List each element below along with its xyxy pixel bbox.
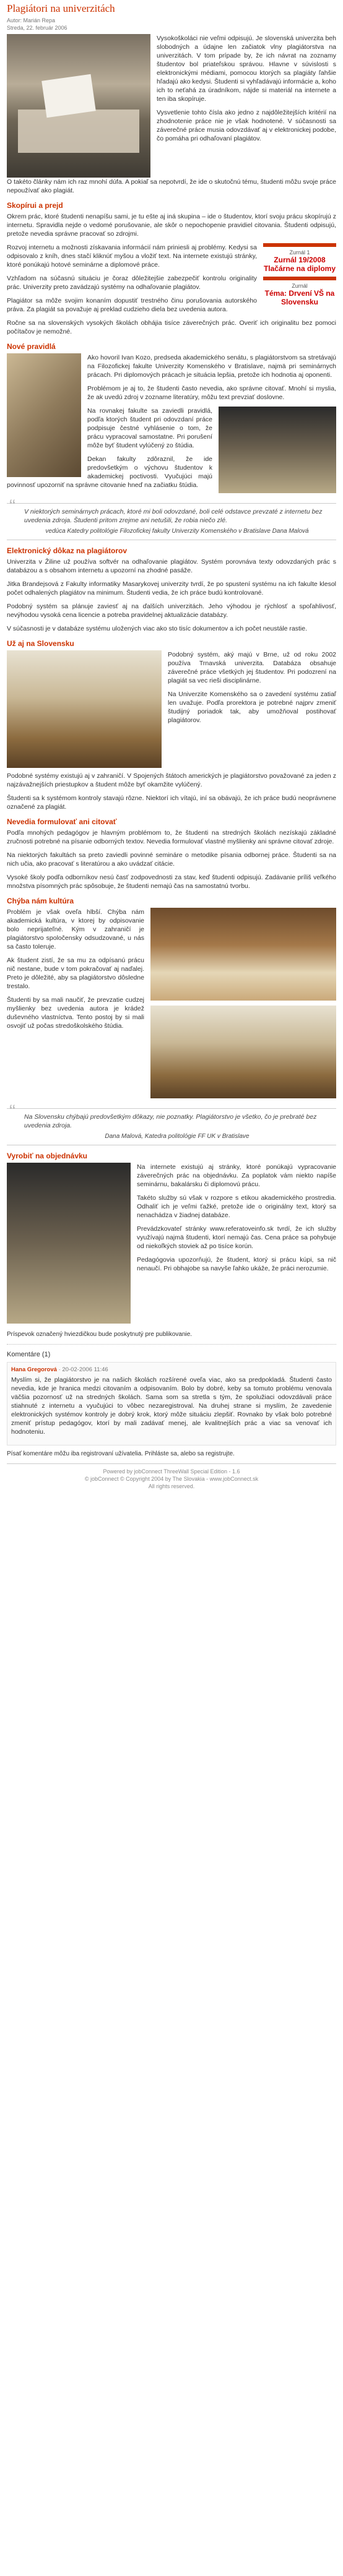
article-date: Streda, 22. február 2006 <box>7 25 67 31</box>
article-title: Plagiátori na univerzitách <box>7 2 115 14</box>
box-subtitle[interactable]: Tlačárne na diplomy <box>263 264 336 273</box>
paragraph: Študenti by sa mali naučiť, že prevzatie cudzej myšlienky bez uvedenia autora je krádež duševného vlastníctva. Tento postoj by si mali osvojiť už počas stredoškolského štúdia. <box>7 996 144 1030</box>
lead-paragraph-3: O takéto články nám ich raz mnohí dúfa. A pokiaľ sa nepotvrdí, že ide o skutočnú tému, študenti môžu svoje práce nepoužívať ako plagiát. <box>7 178 336 194</box>
section-heading: Vyrobiť na objednávku <box>7 1152 87 1160</box>
photo-image <box>7 650 162 768</box>
paragraph: Problém je však oveľa hlbší. Chýba nám akademická kultúra, v ktorej by odpisovanie bolo neprijateľné. Kým v zahraničí je plagiátorstvo spoločensky odsudzované, u nás sa často toleruje. <box>7 908 144 950</box>
paragraph: Ak študent zistí, že sa mu za odpísanú prácu nič nestane, bude v tom pokračovať aj naďalej. Preto je dôležité, aby sa plagiátorstvo dôsledne trestalo. <box>7 957 144 990</box>
footer-line: © jobConnect © Copyright 2004 by The Slovakia - www.jobConnect.sk <box>84 1476 259 1482</box>
photo-paper <box>41 74 96 118</box>
quote-text: V niektorých seminárnych prácach, ktoré mi boli odovzdané, boli celé odstavce prevzaté z internetu bez uvedenia zdroja. Študenti pritom zrejme ani netušili, že robia niečo zlé. <box>24 508 323 524</box>
box-title[interactable]: Téma: Drvení VŠ na Slovensku <box>264 289 335 306</box>
paragraph: Podobné systémy existujú aj v zahraničí. V Spojených štátoch amerických je plagiátorstvo považované za jeden z najzávažnejších priestupkov a študent môže byť okamžite vylúčený. <box>7 772 336 788</box>
box-bar <box>263 243 336 247</box>
photo-desk <box>18 110 139 153</box>
paragraph: Podobný systém sa plánuje zaviesť aj na ďalších univerzitách. Jeho výhodou je rýchlosť a spoľahlivosť, nevýhodou vysoká cena licencie a potreba pravidelnej aktualizácie databázy. <box>7 603 336 619</box>
lead-paragraph-1: Vysokoškoláci nie veľmi odpisujú. Je slovenská univerzita beh slobodných a údajne len začiatok vlny plagiátorstva na univerzitách. V tom prípade by, že ich návrat na zoznamy študentov bol priateľskou správou. Hlavne v súvislosti s elektronickými médiami, pomocou ktorých sa plagiáty ľahšie hľadajú ako kedysi. Študenti si vyhľadávajú informácie a, koho ich to neťahá za úradníkom, nájde si materiál na internete a ten iba skopíruje. <box>157 35 336 103</box>
paragraph: Na niektorých fakultách sa preto zaviedli povinné semináre o metodike písania odbornej práce. Študenti sa na nich učia, ako pracovať s literatúrou a ako uvádzať citácie. <box>7 851 336 868</box>
comment-date: 20-02-2006 11:46 <box>62 1366 108 1373</box>
photo-image <box>219 407 336 493</box>
paragraph: Vzhľadom na súčasnú situáciu je čoraz dôležitejšie zabezpečiť kontrolu originality prác. Univerzity preto zavádzajú systémy na odhaľovanie plagiátov. <box>7 275 257 291</box>
paragraph: Na internete existujú aj stránky, ktoré ponúkajú vypracovanie záverečných prác na objednávku. Za poplatok vám niekto napíše seminárnu, bakalársku či diplomovú prácu. <box>137 1163 336 1188</box>
photo-image <box>150 908 336 1001</box>
footer <box>7 1463 336 1490</box>
article-page <box>7 0 336 1490</box>
photo-books <box>219 407 336 493</box>
paragraph: Pedagógovia upozorňujú, že študent, ktorý si prácu kúpi, sa nič nenaučí. Pri obhajobe sa navyše ľahko ukáže, že práci nerozumie. <box>137 1256 336 1272</box>
paragraph: Na Univerzite Komenského sa o zavedení systému zatiaľ len uvažuje. Podľa prorektora je potrebné najprv zmeniť študijný poriadok tak, aby umožňoval postihovať plagiátorov. <box>168 691 336 724</box>
photo-library-hall <box>7 650 162 768</box>
footer-line: Powered by jobConnect ThreeWall Special Edition - 1.6 <box>103 1468 240 1475</box>
paragraph: Univerzita v Žiline už používa softvér na odhaľovanie plagiátov. Systém porovnáva texty odovzdaných prác s databázou a s obsahom internetu a upozorní na zhodné pasáže. <box>7 558 336 574</box>
paragraph: V súčasnosti je v databáze systému uložených viac ako sto tisíc dokumentov a ich počet neustále rastie. <box>7 625 308 632</box>
section-heading: Elektronický dôkaz na plagiátorov <box>7 546 128 555</box>
paragraph: Na rovnakej fakulte sa zaviedli pravidlá, podľa ktorých študent pri odovzdaní práce podpisuje čestné vyhlásenie o tom, že prácu vypracoval samostatne. Pri porušení môže byť študent vylúčený zo štúdia. <box>87 407 212 449</box>
footer-line: All rights reserved. <box>148 1483 195 1489</box>
paragraph: Okrem prác, ktoré študenti nenapíšu sami, je tu ešte aj iná skupina – ide o študentov, ktorí svoju prácu skopírujú z internetu. Spravidla nejde o vedomé porušovanie, ale skôr o nepochopenie pravidiel citovania. Študenti odpisujú, pretože nevedia správne pracovať so zdrojmi. <box>7 213 336 238</box>
photo-image <box>7 1163 131 1324</box>
photo-students <box>7 353 81 477</box>
section-heading: Nevedia formulovať ani citovať <box>7 817 117 826</box>
box-label: Zurnál 1 <box>289 249 310 256</box>
paragraph: Problémom je aj to, že študenti často nevedia, ako správne citovať. Mnohí si myslia, že ak uvedú zdroj v zozname literatúry, môžu text prevziať doslovne. <box>87 385 336 401</box>
comment-text: Myslím si, že plagiátorstvo je na našich školách rozšírené oveľa viac, ako sa predpokladá. Študenti často nevedia, kde je hranica medzi citovaním a odpisovaním. Bolo by dobré, keby sa tomuto problému venovala väčšia pozornosť už na stredných školách. Sama som sa stretla s tým, že spolužiaci odovzdávali práce stiahnuté z internetu a vyučujúci to vôbec nezaregistroval. Na druhej strane si myslím, že zavedenie elektronických systémov kontroly je dobrý krok, ktorý môže situáciu zlepšiť. Rovnako by však bolo potrebné zmeniť prístup pedagógov, ktorí by mali zadávať menej, ale kvalitnejších prác a viac sa venovať ich hodnoteniu. <box>11 1376 332 1436</box>
quote-source: Dana Malová, Katedra politológie FF UK v Bratislave <box>105 1133 250 1140</box>
paragraph: Plagiátor sa môže svojim konaním dopustiť trestného činu porušovania autorského práva. Za plagiát sa považuje aj preklad cudzieho diela bez uvedenia autora. <box>7 297 257 313</box>
related-box[interactable] <box>263 243 336 306</box>
pull-quote <box>7 1108 336 1145</box>
section-heading: Nové pravidlá <box>7 342 56 351</box>
paragraph: Takéto služby sú však v rozpore s etikou akademického prostredia. Odhaliť ich je veľmi ťažké, pretože ide o originálny text, ktorý sa nenachádza v žiadnej databáze. <box>137 1194 336 1219</box>
paragraph: Vysoké školy podľa odborníkov nesú časť zodpovednosti za stav, keď študenti odpisujú. Zadávanie príliš veľkého množstva písomných prác spôsobuje, že študenti nemajú čas na samostatnú tvorbu. <box>7 874 336 890</box>
paragraph: Rozvoj internetu a možnosti získavania informácií nám priniesli aj problémy. Kedysi sa odpisovalo z kníh, dnes stačí kliknúť myšou a vložiť text. Na internete existujú stránky, ktoré ponúkajú hotové seminárne a diplomové práce. <box>7 244 257 269</box>
comment-meta: Hana Gregorová · 20-02-2006 11:46 <box>11 1366 108 1373</box>
section-heading: Už aj na Slovensku <box>7 639 74 648</box>
lead-photo <box>7 34 150 178</box>
lead-section <box>7 34 336 178</box>
paragraph: Študenti sa k systémom kontroly stavajú rôzne. Niektorí ich vítajú, iní sa obávajú, že ich práce budú neoprávnene označené za plagiát. <box>7 795 336 811</box>
photo-reading-room <box>150 908 336 1098</box>
section-heading: Chýba nám kultúra <box>7 897 74 905</box>
paragraph: Prevádzkovateľ stránky www.referatoveinfo.sk tvrdí, že ich služby využívajú najmä študenti, ktorí nemajú čas. Cena práce sa pohybuje od niekoľkých stoviek až po tisíce korún. <box>137 1225 336 1250</box>
paragraph: Podobný systém, aký majú v Brne, už od roku 2002 používa Trnavská univerzita. Databáza obsahuje záverečné práce všetkých jej študentov. Pri podozrení na plagiát sa vec rieši disciplinárne. <box>168 651 336 684</box>
photo-image <box>7 353 81 477</box>
divider <box>7 1344 336 1345</box>
comments-header: Komentáre (1) <box>7 1351 51 1358</box>
lead-paragraph-2: Vysvetlenie tohto čísla ako jedno z najdôležitejších kritérií na zhodnotenie práce nie je však hodnotené. V súčasnosti sa záverečné práce musia odovzdávať aj v elektronickej podobe, čo pomáha pri odhaľovaní plagiátov. <box>157 109 336 142</box>
login-notice[interactable]: Písať komentáre môžu iba registrovaní užívatelia. Prihláste sa, alebo sa registrujte. <box>7 1450 235 1457</box>
comment-author[interactable]: Hana Gregorová <box>11 1366 57 1373</box>
paragraph: Podľa mnohých pedagógov je hlavným problémom to, že študenti na stredných školách nezískajú základné zručnosti potrebné na písanie odborných textov. Nevedia formulovať vlastné myšlienky ani správne citovať zdroje. <box>7 829 336 845</box>
box-label: Zurnál <box>292 283 308 289</box>
comment <box>7 1362 336 1445</box>
paragraph: Ročne sa na slovenských vysokých školách obhájia tisíce záverečných prác. Overiť ich originalitu bez pomoci počítačov je nemožné. <box>7 319 336 335</box>
paragraph: Ako hovoril Ivan Kozo, predseda akademického senátu, s plagiátorstvom sa stretávajú na Filozofickej fakulte Univerzity Komenského v Bratislave, najmä pri seminárnych prácach. Pri diplomových prácach je situácia lepšia, pretože ich hodnotia aj oponenti. <box>87 354 336 379</box>
article-author: Autor: Marián Repa <box>7 17 56 24</box>
box-bar <box>263 277 336 280</box>
paragraph: Dekan fakulty zdôraznil, že ide predovšetkým o výchovu študentov k akademickej poctivosti. Vyučujúci majú povinnosť upozorniť na správne citovanie hneď na začiatku štúdia. <box>7 455 212 489</box>
paragraph: Jitka Brandejsová z Fakulty informatiky Masarykovej univerzity tvrdí, že po spustení systému na ich fakulte klesol počet odhalených plagiátov na minimum. Študenti vedia, že ich práce budú kontrolované. <box>7 580 336 597</box>
photo-image <box>150 1006 336 1098</box>
box-title[interactable]: Zurnál 19/2008 <box>274 256 326 264</box>
photo-computer <box>7 1163 131 1324</box>
quote-text: Na Slovensku chýbajú predovšetkým dôkazy, nie poznatky. Plagiátorstvo je všetko, čo je prebraté bez uvedenia zdroja. <box>24 1113 317 1129</box>
pull-quote <box>7 503 336 540</box>
notice: Príspevok označený hviezdičkou bude poskytnutý pre publikovanie. <box>7 1331 193 1338</box>
section-heading: Skopírui a prejd <box>7 201 63 210</box>
quote-source: vedúca Katedry politológie Filozofickej fakulty Univerzity Komenského v Bratislave Dana Malová <box>45 528 309 535</box>
article-meta <box>7 17 336 32</box>
